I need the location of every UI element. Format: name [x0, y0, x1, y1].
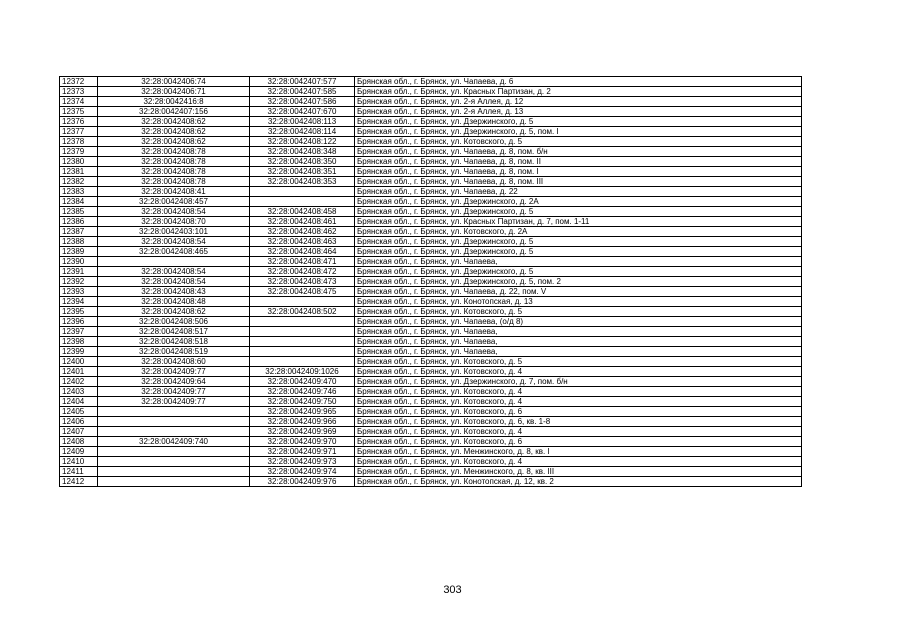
building-cadastral-number-cell: 32:28:0042408:458 — [250, 207, 355, 217]
building-cadastral-number-cell — [250, 347, 355, 357]
address-cell: Брянская обл., г. Брянск, ул. Менжинского, д. 8, кв. I — [355, 447, 802, 457]
building-cadastral-number-cell: 32:28:0042407:670 — [250, 107, 355, 117]
building-cadastral-number-cell: 32:28:0042409:965 — [250, 407, 355, 417]
row-number-cell: 12389 — [60, 247, 98, 257]
building-cadastral-number-cell: 32:28:0042407:585 — [250, 87, 355, 97]
table-row — [60, 447, 802, 457]
building-cadastral-number-cell: 32:28:0042408:472 — [250, 267, 355, 277]
building-cadastral-number-cell: 32:28:0042408:113 — [250, 117, 355, 127]
row-number-cell: 12381 — [60, 167, 98, 177]
cadastral-number-cell: 32:28:0042408:78 — [98, 177, 250, 187]
row-number-cell: 12375 — [60, 107, 98, 117]
cadastral-number-cell: 32:28:0042408:78 — [98, 167, 250, 177]
cadastral-number-cell: 32:28:0042409:740 — [98, 437, 250, 447]
address-cell: Брянская обл., г. Брянск, ул. Чапаева, д. 6 — [355, 77, 802, 87]
address-cell: Брянская обл., г. Брянск, ул. Чапаева, — [355, 337, 802, 347]
cadastral-number-cell — [98, 257, 250, 267]
address-cell: Брянская обл., г. Брянск, ул. Дзержинского, д. 5 — [355, 267, 802, 277]
building-cadastral-number-cell: 32:28:0042409:969 — [250, 427, 355, 437]
building-cadastral-number-cell — [250, 357, 355, 367]
row-number-cell: 12376 — [60, 117, 98, 127]
row-number-cell: 12408 — [60, 437, 98, 447]
property-table — [59, 76, 802, 487]
table-row — [60, 337, 802, 347]
table-row — [60, 77, 802, 87]
row-number-cell: 12398 — [60, 337, 98, 347]
row-number-cell: 12400 — [60, 357, 98, 367]
building-cadastral-number-cell: 32:28:0042408:473 — [250, 277, 355, 287]
row-number-cell: 12383 — [60, 187, 98, 197]
building-cadastral-number-cell: 32:28:0042408:122 — [250, 137, 355, 147]
table-row — [60, 277, 802, 287]
cadastral-number-cell — [98, 447, 250, 457]
address-cell: Брянская обл., г. Брянск, ул. Чапаева, д. 8, пом. III — [355, 177, 802, 187]
address-cell: Брянская обл., г. Брянск, ул. Чапаева, — [355, 257, 802, 267]
address-cell: Брянская обл., г. Брянск, ул. Котовского, д. 4 — [355, 427, 802, 437]
cadastral-number-cell — [98, 467, 250, 477]
cadastral-number-cell: 32:28:0042409:77 — [98, 387, 250, 397]
cadastral-number-cell: 32:28:0042408:78 — [98, 147, 250, 157]
building-cadastral-number-cell — [250, 297, 355, 307]
row-number-cell: 12391 — [60, 267, 98, 277]
cadastral-number-cell: 32:28:0042408:465 — [98, 247, 250, 257]
table-row — [60, 207, 802, 217]
cadastral-number-cell: 32:28:0042408:519 — [98, 347, 250, 357]
row-number-cell: 12374 — [60, 97, 98, 107]
row-number-cell: 12409 — [60, 447, 98, 457]
building-cadastral-number-cell: 32:28:0042407:577 — [250, 77, 355, 87]
address-cell: Брянская обл., г. Брянск, ул. Дзержинского, д. 2А — [355, 197, 802, 207]
table-row — [60, 87, 802, 97]
address-cell: Брянская обл., г. Брянск, ул. Котовского, д. 4 — [355, 387, 802, 397]
row-number-cell: 12395 — [60, 307, 98, 317]
building-cadastral-number-cell: 32:28:0042408:502 — [250, 307, 355, 317]
row-number-cell: 12396 — [60, 317, 98, 327]
address-cell: Брянская обл., г. Брянск, ул. Чапаева, (о/д 8) — [355, 317, 802, 327]
address-cell: Брянская обл., г. Брянск, ул. Котовского, д. 4 — [355, 457, 802, 467]
table-row — [60, 187, 802, 197]
building-cadastral-number-cell: 32:28:0042408:114 — [250, 127, 355, 137]
table-row — [60, 437, 802, 447]
cadastral-number-cell: 32:28:0042408:62 — [98, 137, 250, 147]
address-cell: Брянская обл., г. Брянск, ул. Дзержинского, д. 5, пом. I — [355, 127, 802, 137]
table-row — [60, 397, 802, 407]
row-number-cell: 12387 — [60, 227, 98, 237]
building-cadastral-number-cell — [250, 197, 355, 207]
cadastral-number-cell: 32:28:0042408:60 — [98, 357, 250, 367]
building-cadastral-number-cell: 32:28:0042409:974 — [250, 467, 355, 477]
address-cell: Брянская обл., г. Брянск, ул. Красных Партизан, д. 2 — [355, 87, 802, 97]
building-cadastral-number-cell: 32:28:0042408:461 — [250, 217, 355, 227]
address-cell: Брянская обл., г. Брянск, ул. Конотопская, д. 13 — [355, 297, 802, 307]
address-cell: Брянская обл., г. Брянск, ул. Дзержинского, д. 5 — [355, 117, 802, 127]
building-cadastral-number-cell: 32:28:0042408:463 — [250, 237, 355, 247]
cadastral-number-cell: 32:28:0042408:48 — [98, 297, 250, 307]
table-row — [60, 427, 802, 437]
building-cadastral-number-cell — [250, 317, 355, 327]
building-cadastral-number-cell: 32:28:0042408:462 — [250, 227, 355, 237]
property-table-body — [60, 77, 802, 487]
table-row — [60, 297, 802, 307]
address-cell: Брянская обл., г. Брянск, ул. Чапаева, д. 8, пом. II — [355, 157, 802, 167]
address-cell: Брянская обл., г. Брянск, ул. Чапаева, д. 8, пом. б/н — [355, 147, 802, 157]
cadastral-number-cell: 32:28:0042408:54 — [98, 207, 250, 217]
building-cadastral-number-cell — [250, 327, 355, 337]
cadastral-number-cell: 32:28:0042408:62 — [98, 307, 250, 317]
address-cell: Брянская обл., г. Брянск, ул. 2-я Аллея, д. 12 — [355, 97, 802, 107]
table-row — [60, 327, 802, 337]
table-row — [60, 377, 802, 387]
cadastral-number-cell: 32:28:0042406:74 — [98, 77, 250, 87]
table-row — [60, 317, 802, 327]
table-row — [60, 267, 802, 277]
table-row — [60, 117, 802, 127]
table-row — [60, 107, 802, 117]
address-cell: Брянская обл., г. Брянск, ул. Дзержинского, д. 5 — [355, 207, 802, 217]
building-cadastral-number-cell: 32:28:0042408:471 — [250, 257, 355, 267]
building-cadastral-number-cell: 32:28:0042409:970 — [250, 437, 355, 447]
table-row — [60, 257, 802, 267]
cadastral-number-cell: 32:28:0042408:506 — [98, 317, 250, 327]
row-number-cell: 12404 — [60, 397, 98, 407]
address-cell: Брянская обл., г. Брянск, ул. Котовского, д. 2А — [355, 227, 802, 237]
row-number-cell: 12392 — [60, 277, 98, 287]
row-number-cell: 12401 — [60, 367, 98, 377]
row-number-cell: 12412 — [60, 477, 98, 487]
table-row — [60, 307, 802, 317]
cadastral-number-cell: 32:28:0042408:62 — [98, 117, 250, 127]
row-number-cell: 12410 — [60, 457, 98, 467]
address-cell: Брянская обл., г. Брянск, ул. Котовского, д. 4 — [355, 367, 802, 377]
address-cell: Брянская обл., г. Брянск, ул. 2-я Аллея, д. 13 — [355, 107, 802, 117]
address-cell: Брянская обл., г. Брянск, ул. Дзержинского, д. 5, пом. 2 — [355, 277, 802, 287]
cadastral-number-cell — [98, 427, 250, 437]
row-number-cell: 12402 — [60, 377, 98, 387]
table-row — [60, 157, 802, 167]
row-number-cell: 12390 — [60, 257, 98, 267]
cadastral-number-cell: 32:28:0042408:70 — [98, 217, 250, 227]
building-cadastral-number-cell: 32:28:0042409:750 — [250, 397, 355, 407]
building-cadastral-number-cell: 32:28:0042408:464 — [250, 247, 355, 257]
table-row — [60, 147, 802, 157]
table-row — [60, 467, 802, 477]
cadastral-number-cell: 32:28:0042406:71 — [98, 87, 250, 97]
address-cell: Брянская обл., г. Брянск, ул. Котовского, д. 5 — [355, 357, 802, 367]
address-cell: Брянская обл., г. Брянск, ул. Дзержинского, д. 5 — [355, 247, 802, 257]
cadastral-number-cell: 32:28:0042408:54 — [98, 237, 250, 247]
table-row — [60, 367, 802, 377]
row-number-cell: 12411 — [60, 467, 98, 477]
address-cell: Брянская обл., г. Брянск, ул. Котовского, д. 6, кв. 1-8 — [355, 417, 802, 427]
building-cadastral-number-cell: 32:28:0042409:470 — [250, 377, 355, 387]
cadastral-number-cell — [98, 407, 250, 417]
table-row — [60, 197, 802, 207]
row-number-cell: 12379 — [60, 147, 98, 157]
address-cell: Брянская обл., г. Брянск, ул. Чапаева, — [355, 347, 802, 357]
building-cadastral-number-cell — [250, 337, 355, 347]
cadastral-number-cell: 32:28:0042408:78 — [98, 157, 250, 167]
row-number-cell: 12380 — [60, 157, 98, 167]
cadastral-number-cell: 32:28:0042408:54 — [98, 277, 250, 287]
table-row — [60, 217, 802, 227]
address-cell: Брянская обл., г. Брянск, ул. Котовского, д. 6 — [355, 407, 802, 417]
row-number-cell: 12386 — [60, 217, 98, 227]
building-cadastral-number-cell: 32:28:0042408:353 — [250, 177, 355, 187]
cadastral-number-cell: 32:28:0042408:457 — [98, 197, 250, 207]
address-cell: Брянская обл., г. Брянск, ул. Красных Партизан, д. 7, пом. 1-11 — [355, 217, 802, 227]
table-row — [60, 387, 802, 397]
row-number-cell: 12393 — [60, 287, 98, 297]
row-number-cell: 12399 — [60, 347, 98, 357]
address-cell: Брянская обл., г. Брянск, ул. Дзержинского, д. 7, пом. б/н — [355, 377, 802, 387]
table-row — [60, 477, 802, 487]
row-number-cell: 12388 — [60, 237, 98, 247]
table-row — [60, 137, 802, 147]
address-cell: Брянская обл., г. Брянск, ул. Конотопская, д. 12, кв. 2 — [355, 477, 802, 487]
row-number-cell: 12394 — [60, 297, 98, 307]
address-cell: Брянская обл., г. Брянск, ул. Чапаева, д. 8, пом. I — [355, 167, 802, 177]
building-cadastral-number-cell: 32:28:0042409:966 — [250, 417, 355, 427]
building-cadastral-number-cell: 32:28:0042408:475 — [250, 287, 355, 297]
address-cell: Брянская обл., г. Брянск, ул. Чапаева, д. 22, пом. V — [355, 287, 802, 297]
building-cadastral-number-cell: 32:28:0042408:350 — [250, 157, 355, 167]
row-number-cell: 12406 — [60, 417, 98, 427]
page-number: 303 — [443, 584, 462, 596]
table-row — [60, 127, 802, 137]
cadastral-number-cell: 32:28:0042409:77 — [98, 367, 250, 377]
building-cadastral-number-cell: 32:28:0042407:586 — [250, 97, 355, 107]
table-row — [60, 357, 802, 367]
table-row — [60, 407, 802, 417]
address-cell: Брянская обл., г. Брянск, ул. Котовского, д. 6 — [355, 437, 802, 447]
cadastral-number-cell: 32:28:0042408:41 — [98, 187, 250, 197]
building-cadastral-number-cell: 32:28:0042409:973 — [250, 457, 355, 467]
row-number-cell: 12397 — [60, 327, 98, 337]
cadastral-number-cell: 32:28:0042407:156 — [98, 107, 250, 117]
row-number-cell: 12405 — [60, 407, 98, 417]
table-row — [60, 287, 802, 297]
building-cadastral-number-cell: 32:28:0042409:971 — [250, 447, 355, 457]
cadastral-number-cell: 32:28:0042408:54 — [98, 267, 250, 277]
table-row — [60, 347, 802, 357]
address-cell: Брянская обл., г. Брянск, ул. Чапаева, — [355, 327, 802, 337]
address-cell: Брянская обл., г. Брянск, ул. Котовского, д. 5 — [355, 137, 802, 147]
building-cadastral-number-cell: 32:28:0042409:1026 — [250, 367, 355, 377]
table-row — [60, 227, 802, 237]
row-number-cell: 12378 — [60, 137, 98, 147]
cadastral-number-cell: 32:28:0042408:62 — [98, 127, 250, 137]
row-number-cell: 12373 — [60, 87, 98, 97]
cadastral-number-cell — [98, 417, 250, 427]
row-number-cell: 12407 — [60, 427, 98, 437]
address-cell: Брянская обл., г. Брянск, ул. Менжинского, д. 8, кв. III — [355, 467, 802, 477]
row-number-cell: 12403 — [60, 387, 98, 397]
row-number-cell: 12372 — [60, 77, 98, 87]
table-row — [60, 457, 802, 467]
cadastral-number-cell: 32:28:0042409:77 — [98, 397, 250, 407]
table-row — [60, 237, 802, 247]
cadastral-number-cell: 32:28:0042408:517 — [98, 327, 250, 337]
building-cadastral-number-cell — [250, 187, 355, 197]
building-cadastral-number-cell: 32:28:0042409:976 — [250, 477, 355, 487]
table-row — [60, 247, 802, 257]
cadastral-number-cell: 32:28:0042409:64 — [98, 377, 250, 387]
cadastral-number-cell — [98, 477, 250, 487]
building-cadastral-number-cell: 32:28:0042408:351 — [250, 167, 355, 177]
table-row — [60, 417, 802, 427]
row-number-cell: 12384 — [60, 197, 98, 207]
cadastral-number-cell — [98, 457, 250, 467]
table-row — [60, 167, 802, 177]
row-number-cell: 12382 — [60, 177, 98, 187]
building-cadastral-number-cell: 32:28:0042408:348 — [250, 147, 355, 157]
address-cell: Брянская обл., г. Брянск, ул. Чапаева, д. 22 — [355, 187, 802, 197]
address-cell: Брянская обл., г. Брянск, ул. Котовского, д. 5 — [355, 307, 802, 317]
table-row — [60, 97, 802, 107]
cadastral-number-cell: 32:28:0042416:8 — [98, 97, 250, 107]
table-row — [60, 177, 802, 187]
cadastral-number-cell: 32:28:0042408:518 — [98, 337, 250, 347]
row-number-cell: 12377 — [60, 127, 98, 137]
cadastral-number-cell: 32:28:0042408:43 — [98, 287, 250, 297]
address-cell: Брянская обл., г. Брянск, ул. Котовского, д. 4 — [355, 397, 802, 407]
building-cadastral-number-cell: 32:28:0042409:746 — [250, 387, 355, 397]
cadastral-number-cell: 32:28:0042403:101 — [98, 227, 250, 237]
address-cell: Брянская обл., г. Брянск, ул. Дзержинского, д. 5 — [355, 237, 802, 247]
row-number-cell: 12385 — [60, 207, 98, 217]
